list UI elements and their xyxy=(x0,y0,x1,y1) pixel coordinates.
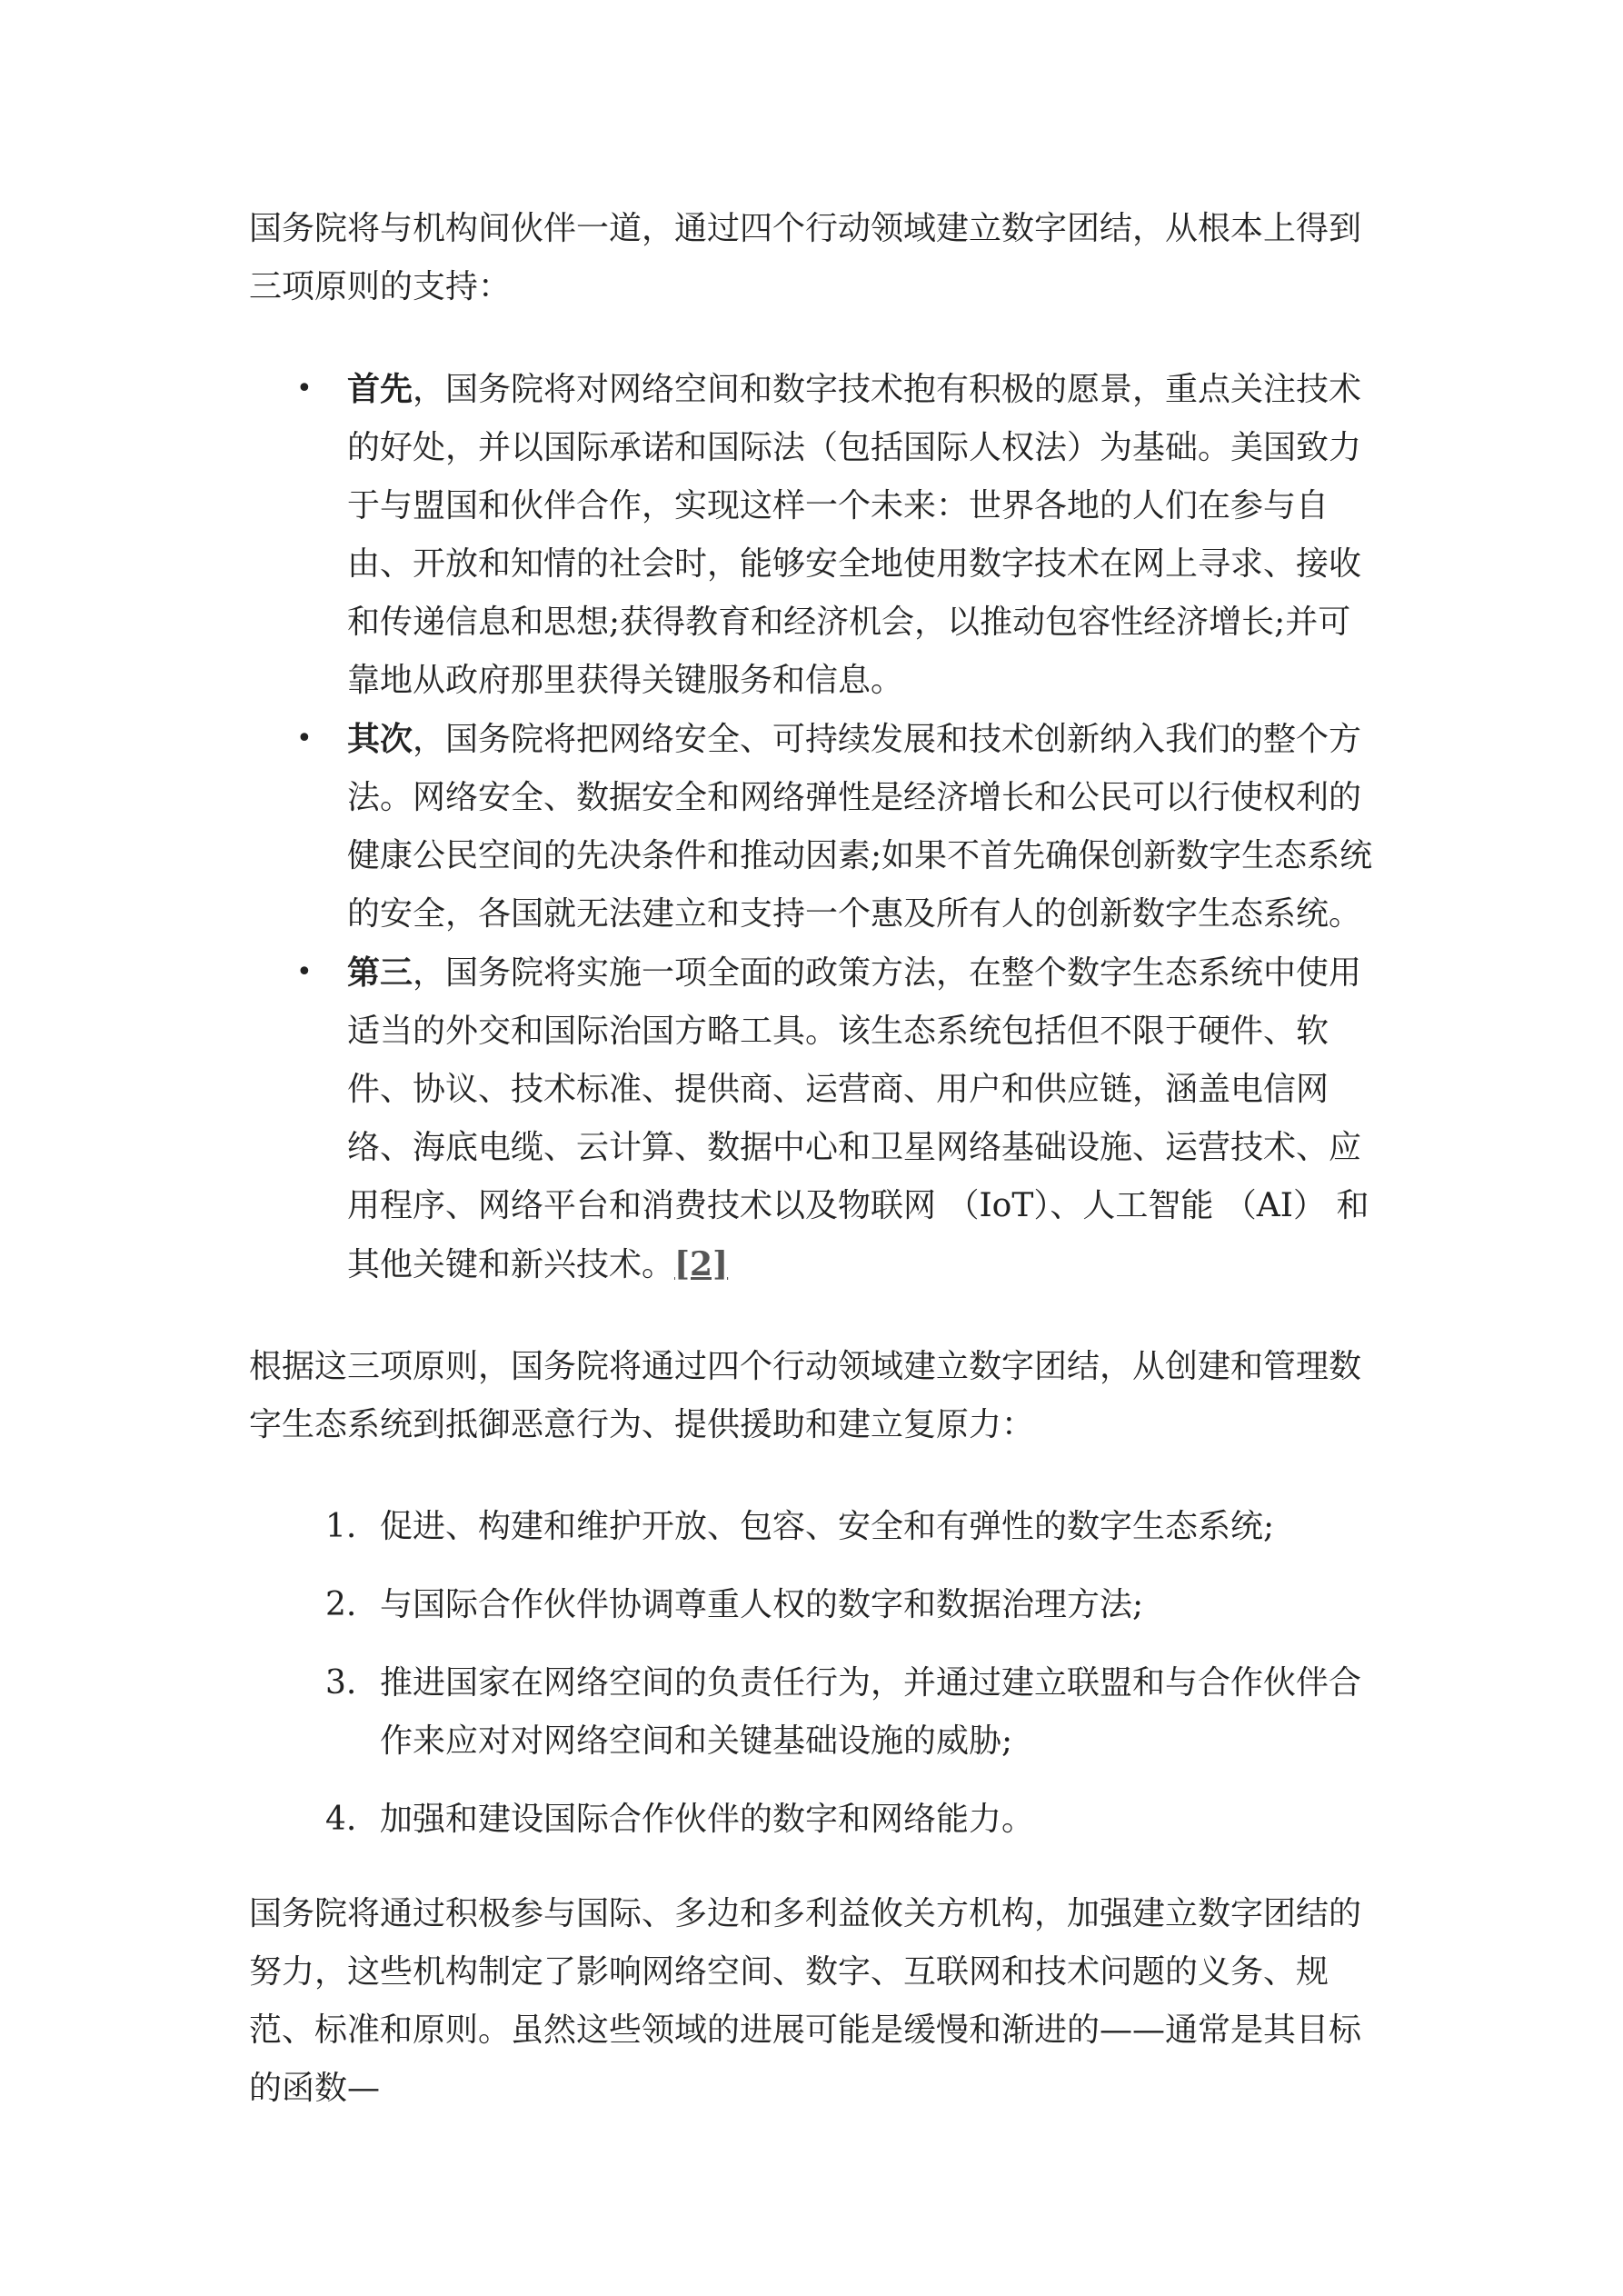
principle-text: ，国务院将把网络安全、可持续发展和技术创新纳入我们的整个方法。网络安全、数据安全和网络弹性是经济增长和公民可以行使权利的健康公民空间的先决条件和推动因素;如果不首先确保创新数字生态系统的安全，各国就无法建立和支持一个惠及所有人的创新数字生态系统。 xyxy=(347,721,1373,933)
principle-text: ，国务院将对网络空间和数字技术抱有积极的愿景，重点关注技术的好处，并以国际承诺和国际法（包括国际人权法）为基础。美国致力于与盟国和伙伴合作，实现这样一个未来：世界各地的人们在参与自由、开放和知情的社会时，能够安全地使用数字技术在网上寻求、接收和传递信息和思想;获得教育和经济机会，以推动包容性经济增长;并可靠地从政府那里获得关键服务和信息。 xyxy=(347,371,1362,699)
action-areas-list xyxy=(249,1498,1376,1849)
principles-list xyxy=(249,360,1376,1294)
footnote-link[interactable]: [2] xyxy=(674,1245,729,1283)
principle-lead: 其次 xyxy=(347,720,413,758)
intro-paragraph: 国务院将与机构间伙伴一道，通过四个行动领域建立数字团结，从根本上得到三项原则的支持： xyxy=(249,210,1362,305)
action-number: 2. xyxy=(325,1586,357,1623)
action-text: 促进、构建和维护开放、包容、安全和有弹性的数字生态系统; xyxy=(380,1508,1275,1545)
after-principles-paragraph: 根据这三项原则，国务院将通过四个行动领域建立数字团结，从创建和管理数字生态系统到抵御恶意行为、提供援助和建立复原力： xyxy=(249,1348,1362,1443)
action-item xyxy=(325,1791,1376,1849)
action-number: 1. xyxy=(325,1508,357,1545)
action-number: 3. xyxy=(325,1664,357,1702)
principle-lead: 第三 xyxy=(347,953,413,992)
document-body xyxy=(249,200,1376,2118)
principle-text: ，国务院将实施一项全面的政策方法，在整个数字生态系统中使用适当的外交和国际治国方略工具。该生态系统包括但不限于硬件、软件、协议、技术标准、提供商、运营商、用户和供应链，涵盖电信网络、海底电缆、云计算、数据中心和卫星网络基础设施、运营技术、应用程序、网络平台和消费技术以及物联网 （IoT）、人工智能 （AI） 和其他关键和新兴技术。 xyxy=(347,954,1369,1283)
principle-item-second xyxy=(347,710,1376,943)
final-paragraph: 国务院将通过积极参与国际、多边和多利益攸关方机构，加强建立数字团结的努力，这些机构制定了影响网络空间、数字、互联网和技术问题的义务、规范、标准和原则。虽然这些领域的进展可能是缓慢和渐进的——通常是其目标的函数— xyxy=(249,1895,1362,2107)
action-text: 与国际合作伙伴协调尊重人权的数字和数据治理方法; xyxy=(380,1586,1144,1623)
action-item xyxy=(325,1654,1376,1771)
action-number: 4. xyxy=(325,1801,357,1838)
action-item xyxy=(325,1498,1376,1556)
principle-item-third xyxy=(347,943,1376,1294)
principle-lead: 首先 xyxy=(347,370,413,408)
principle-item-first xyxy=(347,360,1376,710)
action-text: 加强和建设国际合作伙伴的数字和网络能力。 xyxy=(380,1801,1035,1838)
action-text: 推进国家在网络空间的负责任行为，并通过建立联盟和与合作伙伴合作来应对对网络空间和关键基础设施的威胁; xyxy=(380,1664,1362,1760)
action-item xyxy=(325,1576,1376,1634)
